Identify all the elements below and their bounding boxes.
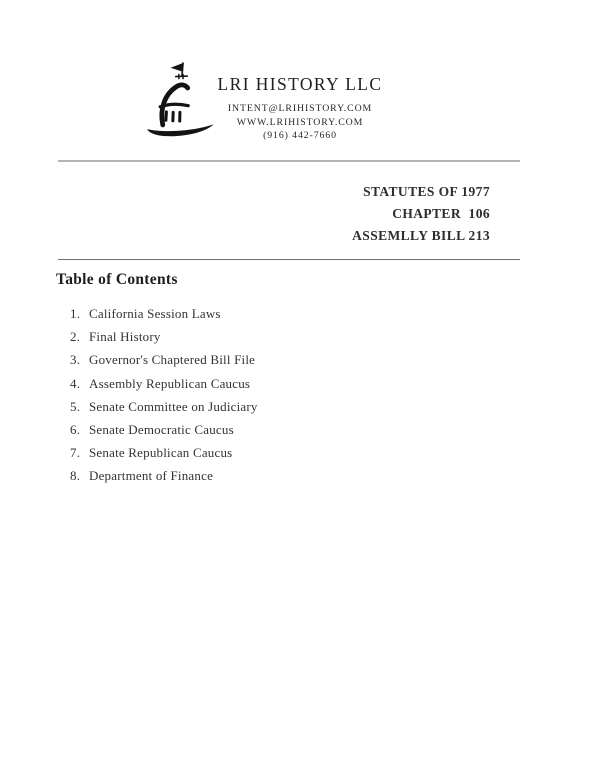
toc-item-label: Senate Republican Caucus (89, 445, 233, 461)
toc-item-label: Assembly Republican Caucus (89, 375, 251, 391)
company-phone: (916) 442-7660 (263, 130, 337, 141)
toc-item-number: 3. (70, 352, 81, 368)
toc-item-number: 5. (70, 398, 81, 414)
toc-item-number: 6. (70, 421, 81, 437)
toc-item-label: Governor's Chaptered Bill File (89, 352, 256, 368)
toc-title: Table of Contents (56, 271, 178, 288)
divider-bottom (58, 259, 520, 260)
statute-line-chapter: CHAPTER 106 (392, 206, 490, 221)
toc-item (70, 306, 258, 329)
divider-top (58, 160, 520, 162)
toc-item-label: Final History (89, 329, 161, 345)
toc-list (70, 306, 258, 492)
toc-item-number: 8. (70, 468, 81, 484)
toc-item-number: 2. (70, 329, 81, 345)
toc-item-number: 7. (70, 445, 81, 461)
toc-item-label: Department of Finance (89, 468, 214, 484)
toc-item-number: 4. (70, 375, 81, 391)
statute-line-statutes: STATUTES OF 1977 (363, 184, 490, 199)
toc-item (70, 352, 258, 375)
toc-item-number: 1. (70, 306, 81, 321)
toc-item (70, 329, 258, 352)
company-header (0, 74, 600, 143)
company-email: INTENT@LRIHISTORY.COM (227, 103, 373, 114)
statute-line-bill: ASSEMLLY BILL 213 (352, 228, 490, 243)
toc-item (70, 445, 258, 468)
toc-item (70, 399, 258, 422)
company-website: WWW.LRIHISTORY.COM (236, 116, 364, 128)
company-name: LRI HISTORY LLC (217, 74, 383, 94)
toc-item-label: Senate Democratic Caucus (89, 421, 234, 437)
toc-item-label: Senate Committee on Judiciary (89, 398, 258, 414)
toc-item (70, 376, 258, 399)
statute-block (352, 181, 490, 247)
toc-item (70, 422, 258, 445)
toc-item (70, 468, 258, 491)
toc-item-label: California Session Laws (89, 306, 221, 321)
